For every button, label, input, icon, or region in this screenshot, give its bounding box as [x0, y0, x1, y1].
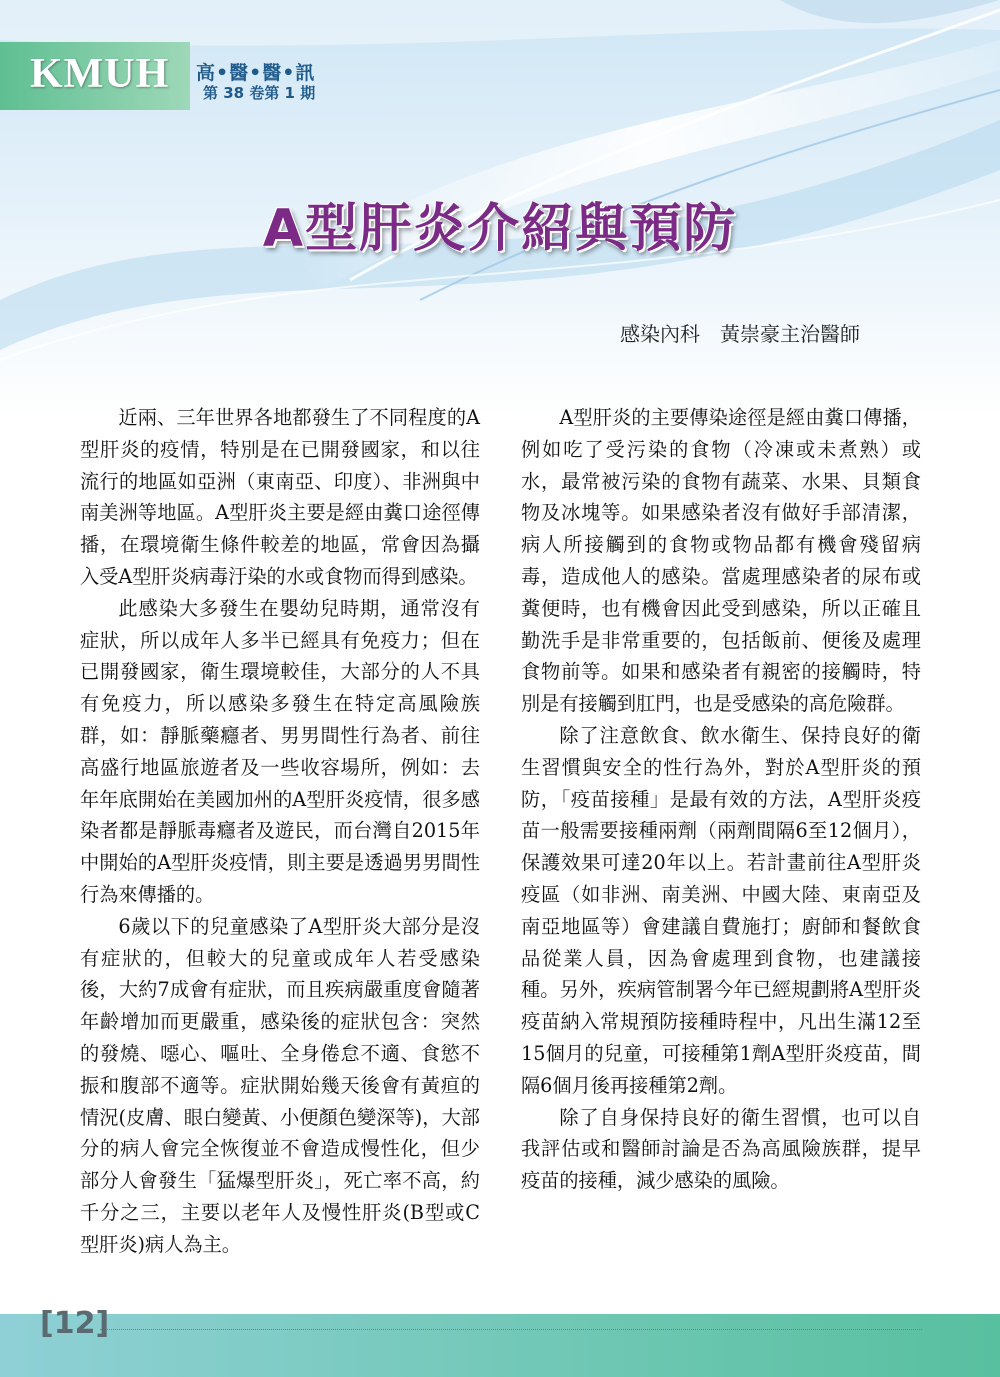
footer-divider — [100, 1329, 922, 1330]
right-column — [521, 402, 921, 1197]
left-column — [80, 402, 480, 1261]
article-title: A型肝炎介紹與預防 — [262, 199, 738, 259]
kmuh-logo: KMUH — [30, 51, 170, 97]
issue-number: 第 38 卷第 1 期 — [203, 84, 316, 102]
paragraph: 近兩、三年世界各地都發生了不同程度的A型肝炎的疫情，特別是在已開發國家，和以往流行的地區如亞洲（東南亞、印度）、非洲與中南美洲等地區。A型肝炎主要是經由糞口途徑傳播，在環境衛生條件較差的地區，常會因為攝入受A型肝炎病毒汙染的水或食物而得到感染。 — [80, 406, 480, 588]
paragraph: 除了注意飲食、飲水衛生、保持良好的衛生習慣與安全的性行為外，對於A型肝炎的預防，「疫苗接種」是最有效的方法，A型肝炎疫苗一般需要接種兩劑（兩劑間隔6至12個月），保護效果可達20年以上。若計畫前往A型肝炎疫區（如非洲、南美洲、中國大陸、東南亞及南亞地區等）會建議自費施打；廚師和餐飲食品從業人員，因為會處理到食物，也建議接種。另外，疾病管制署今年已經規劃將A型肝炎疫苗納入常規預防接種時程中，凡出生滿12至15個月的兒童，可接種第1劑A型肝炎疫苗，間隔6個月後再接種第2劑。 — [521, 723, 921, 1097]
paragraph: 除了自身保持良好的衛生習慣，也可以自我評估或和醫師討論是否為高風險族群，提早疫苗的接種，減少感染的風險。 — [521, 1105, 921, 1193]
paragraph: 6歲以下的兒童感染了A型肝炎大部分是沒有症狀的，但較大的兒童或成年人若受感染後，大約7成會有症狀，而且疾病嚴重度會隨著年齡增加而更嚴重，感染後的症狀包含：突然的發燒、噁心、嘔吐、全身倦怠不適、食慾不振和腹部不適等。症狀開始幾天後會有黃疸的情況(皮膚、眼白變黃、小便顏色變深等)，大部分的病人會完全恢復並不會造成慢性化，但少部分人會發生「猛爆型肝炎」，死亡率不高，約千分之三，主要以老年人及慢性肝炎(B型或C型肝炎)病人為主。 — [80, 914, 480, 1256]
footer-band — [0, 1314, 1000, 1377]
page-number: [12] — [40, 1306, 110, 1341]
paragraph: A型肝炎的主要傳染途徑是經由糞口傳播，例如吃了受污染的食物（冷凍或未煮熟）或水，最常被污染的食物有蔬菜、水果、貝類食物及冰塊等。如果感染者沒有做好手部清潔，病人所接觸到的食物或物品都有機會殘留病毒，造成他人的感染。當處理感染者的尿布或糞便時，也有機會因此受到感染，所以正確且勤洗手是非常重要的，包括飯前、便後及處理食物前等。如果和感染者有親密的接觸時，特別是有接觸到肛門，也是受感染的高危險群。 — [521, 406, 921, 716]
publication-name: 高•醫•醫•訊 — [196, 62, 316, 84]
paragraph: 此感染大多發生在嬰幼兒時期，通常沒有症狀，所以成年人多半已經具有免疫力；但在已開發國家，衛生環境較佳，大部分的人不具有免疫力，所以感染多發生在特定高風險族群，如：靜脈藥癮者、男男間性行為者、前往高盛行地區旅遊者及一些收容場所，例如：去年年底開始在美國加州的A型肝炎疫情，很多感染者都是靜脈毒癮者及遊民，而台灣自2015年中開始的A型肝炎疫情，則主要是透過男男間性行為來傳播的。 — [80, 596, 480, 906]
article-author: 感染內科 黃崇豪主治醫師 — [620, 322, 860, 346]
